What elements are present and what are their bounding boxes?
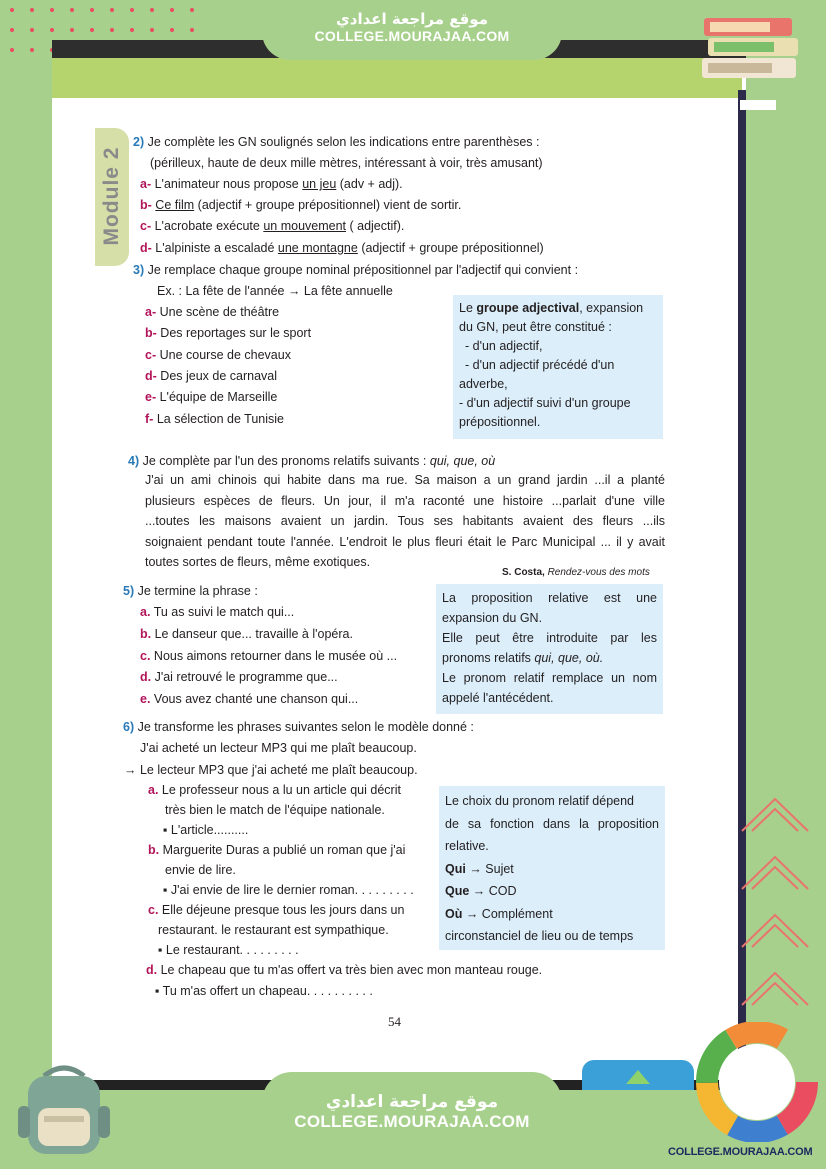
list-item: a- Une scène de théâtre bbox=[145, 305, 280, 319]
list-item: f- La sélection de Tunisie bbox=[145, 412, 284, 426]
list-item: b. Marguerite Duras a publié un roman que j'ai bbox=[148, 843, 406, 857]
list-item-cont: restaurant. le restaurant est sympathique. bbox=[158, 923, 389, 937]
brand-url[interactable]: COLLEGE.MOURAJAA.COM bbox=[668, 1146, 813, 1158]
model-sentence: J'ai acheté un lecteur MP3 qui me plaît beaucoup. bbox=[140, 741, 417, 755]
subjects-circle-icon bbox=[694, 1022, 820, 1142]
chevron-up-icon bbox=[740, 969, 810, 1009]
exercise-4-paragraph: J'ai un ami chinois qui habite dans ma rue. Sa maison a un grand jardin ...il a planté plusieurs espèces de fleurs. Un jour, il m'a raconté une histoire ...parlait d'une ville ...toutes les maisons avaient un jardin. Tous ses habitants avaient des fleurs ...ils soignaient pendant toute l'année. L'endroit le plus fleuri était le Parc Municipal ... il y avait toutes sortes de fleurs, même exotiques. bbox=[145, 473, 665, 569]
list-item: c. Elle déjeune presque tous les jours dans un bbox=[148, 903, 405, 917]
grammar-box-pronoun-choice: Le choix du pronom relatif dépend de sa fonction dans la proposition relative. Qui → Sujet Que → COD Où → Complément circonstanciel de lieu ou de temps bbox=[439, 786, 665, 950]
list-item: d- L'alpiniste a escaladé une montagne (adjectif + groupe prépositionnel) bbox=[140, 241, 544, 255]
module-label: Module 2 bbox=[100, 146, 123, 246]
answer-line: ▪ L'article.......... bbox=[163, 823, 249, 837]
list-item: c- L'acrobate exécute un mouvement ( adjectif). bbox=[140, 219, 405, 233]
list-item: d. J'ai retrouvé le programme que... bbox=[140, 670, 338, 684]
list-item: d. Le chapeau que tu m'as offert va très bien avec mon manteau rouge. bbox=[146, 963, 543, 977]
answer-line: ▪ Le restaurant. . . . . . . . . bbox=[158, 943, 299, 957]
decorative-strip bbox=[740, 100, 776, 110]
list-item: c. Nous aimons retourner dans le musée où ... bbox=[140, 649, 398, 663]
list-item: c- Une course de chevaux bbox=[145, 348, 291, 362]
list-item: a- L'animateur nous propose un jeu (adv + adj). bbox=[140, 177, 403, 191]
answer-line: ▪ J'ai envie de lire le dernier roman. . . . . . . . . bbox=[163, 883, 414, 897]
exercise-4-instruction: 4) Je complète par l'un des pronoms relatifs suivants : qui, que, où bbox=[128, 454, 496, 468]
scroll-top-button[interactable] bbox=[582, 1060, 694, 1090]
chevron-up-icon bbox=[740, 795, 810, 835]
module-tab bbox=[95, 128, 129, 266]
arrow-up-icon bbox=[582, 1060, 694, 1090]
list-item: d- Des jeux de carnaval bbox=[145, 369, 278, 383]
page-header-band bbox=[52, 58, 742, 98]
site-url[interactable]: COLLEGE.MOURAJAA.COM bbox=[294, 1112, 530, 1131]
chevron-up-icon bbox=[740, 853, 810, 893]
list-item: b. Le danseur que... travaille à l'opéra. bbox=[140, 627, 353, 641]
exercise-2-hint: (périlleux, haute de deux mille mètres, intéressant à voir, très amusant) bbox=[150, 156, 543, 170]
page-number: 54 bbox=[388, 1014, 401, 1029]
list-item: b- Ce film (adjectif + groupe prépositionnel) vient de sortir. bbox=[140, 198, 462, 212]
list-item: b- Des reportages sur le sport bbox=[145, 326, 312, 340]
backpack-icon bbox=[14, 1058, 114, 1158]
list-item-cont: très bien le match de l'équipe nationale. bbox=[165, 803, 385, 817]
site-name-arabic: موقع مراجعة اعدادي bbox=[325, 1092, 499, 1112]
exercise-5-instruction: 5) Je termine la phrase : bbox=[123, 584, 258, 598]
chevron-up-icon bbox=[740, 911, 810, 951]
books-icon bbox=[700, 10, 804, 92]
list-item: a. Tu as suivi le match qui... bbox=[140, 605, 295, 619]
site-banner-top[interactable] bbox=[262, 4, 562, 60]
site-name-arabic: موقع مراجعة اعدادي bbox=[336, 10, 488, 28]
list-item: e- L'équipe de Marseille bbox=[145, 390, 278, 404]
exercise-3-example: Ex. : La fête de l'année → La fête annuelle bbox=[157, 284, 393, 298]
list-item-cont: envie de lire. bbox=[165, 863, 236, 877]
site-url[interactable]: COLLEGE.MOURAJAA.COM bbox=[314, 28, 510, 44]
grammar-box-adjectival: Le groupe adjectival, expansion du GN, peut être constitué : - d'un adjectif, - d'un adjectif précédé d'un adverbe, - d'un adjectif suivi d'un groupe prépositionnel. bbox=[453, 295, 663, 439]
exercise-2-instruction: 2) Je complète les GN soulignés selon les indications entre parenthèses : bbox=[133, 135, 540, 149]
answer-line: ▪ Tu m'as offert un chapeau. . . . . . . . . . bbox=[155, 984, 373, 998]
list-item: e. Vous avez chanté une chanson qui... bbox=[140, 692, 359, 706]
grammar-box-relative: La proposition relative est une expansion du GN. Elle peut être introduite par les pronoms relatifs qui, que, où. Le pronom relatif remplace un nom appelé l'antécédent. bbox=[436, 584, 663, 714]
exercise-number: 2) bbox=[133, 135, 145, 149]
model-transformation: → Le lecteur MP3 que j'ai acheté me plaît beaucoup. bbox=[124, 763, 418, 777]
exercise-3-instruction: 3) Je remplace chaque groupe nominal prépositionnel par l'adjectif qui convient : bbox=[133, 263, 579, 277]
source-citation: S. Costa, Rendez-vous des mots bbox=[502, 567, 650, 578]
list-item: a. Le professeur nous a lu un article qui décrit bbox=[148, 783, 401, 797]
exercise-6-instruction: 6) Je transforme les phrases suivantes selon le modèle donné : bbox=[123, 720, 474, 734]
site-banner-bottom[interactable] bbox=[262, 1072, 562, 1158]
